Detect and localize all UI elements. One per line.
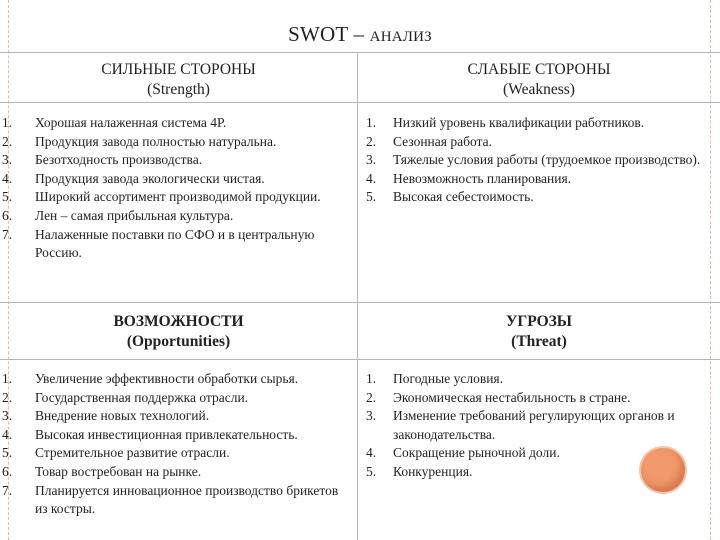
weaknesses-subtitle: (Weakness) [503, 81, 575, 98]
list-item: 5. Широкий ассортимент производимой продукции. [2, 189, 321, 205]
threats-subtitle: (Threat) [511, 333, 567, 350]
opportunities-list [2, 370, 352, 519]
threats-title: УГРОЗЫ [505, 313, 573, 330]
decorative-circle [641, 448, 685, 492]
slide-title-main: SWOT [288, 22, 349, 46]
list-item: 1. Хорошая налаженная система 4Р. [2, 115, 227, 130]
weaknesses-title: СЛАБЫЕ СТОРОНЫ [467, 61, 611, 78]
table-border-header-1 [0, 102, 720, 103]
list-item: 2. Сезонная работа. [366, 133, 492, 149]
list-item: 4. Невозможность планирования. [366, 170, 572, 186]
slide-title-separator: – [348, 22, 370, 46]
list-item: 7. Планируется инновационное производство брикетов из костры. [2, 482, 339, 517]
weaknesses-list [366, 114, 711, 207]
threats-header [358, 312, 720, 352]
list-item: 4. Высокая инвестиционная привлекательность. [2, 426, 298, 442]
list-item: 3. Безотходность производства. [2, 152, 203, 168]
strengths-title: СИЛЬНЫЕ СТОРОНЫ [101, 61, 256, 78]
list-item: 5. Высокая себестоимость. [366, 189, 534, 205]
list-item: 4. Сокращение рыночной доли. [366, 445, 560, 461]
list-item: 1. Погодные условия. [366, 371, 504, 386]
list-item: 2. Продукция завода полностью натуральна. [2, 133, 277, 149]
table-border-middle [0, 302, 720, 303]
opportunities-title: ВОЗМОЖНОСТИ [113, 313, 244, 330]
list-item: 1. Низкий уровень квалификации работников. [366, 115, 645, 130]
opportunities-header [0, 312, 357, 352]
slide-title-sub: АНАЛИЗ [369, 29, 432, 45]
strengths-header [0, 60, 357, 100]
strengths-subtitle: (Strength) [147, 81, 210, 98]
list-item: 5. Стремительное развитие отрасли. [2, 445, 230, 461]
list-item: 1. Увеличение эффективности обработки сырья. [2, 371, 299, 386]
list-item: 2. Государственная поддержка отрасли. [2, 389, 249, 405]
slide-title [0, 22, 720, 47]
list-item: 3. Тяжелые условия работы (трудоемкое производство). [366, 152, 701, 168]
list-item: 2. Экономическая нестабильность в стране. [366, 389, 631, 405]
list-item: 6. Лен – самая прибыльная культура. [2, 207, 234, 223]
weaknesses-header [358, 60, 720, 100]
list-item: 5. Конкуренция. [366, 463, 473, 479]
table-border-header-2 [0, 359, 720, 360]
strengths-list [2, 114, 352, 263]
list-item: 4. Продукция завода экологически чистая. [2, 170, 265, 186]
list-item: 3. Внедрение новых технологий. [2, 408, 210, 424]
opportunities-subtitle: (Opportunities) [126, 333, 231, 350]
table-border-vertical [357, 52, 358, 540]
list-item: 7. Налаженные поставки по СФО и в центральную Россию. [2, 226, 315, 261]
list-item: 3. Изменение требований регулирующих органов и законодательства. [366, 408, 675, 442]
list-item: 6. Товар востребован на рынке. [2, 463, 202, 479]
table-border-top [0, 52, 720, 53]
